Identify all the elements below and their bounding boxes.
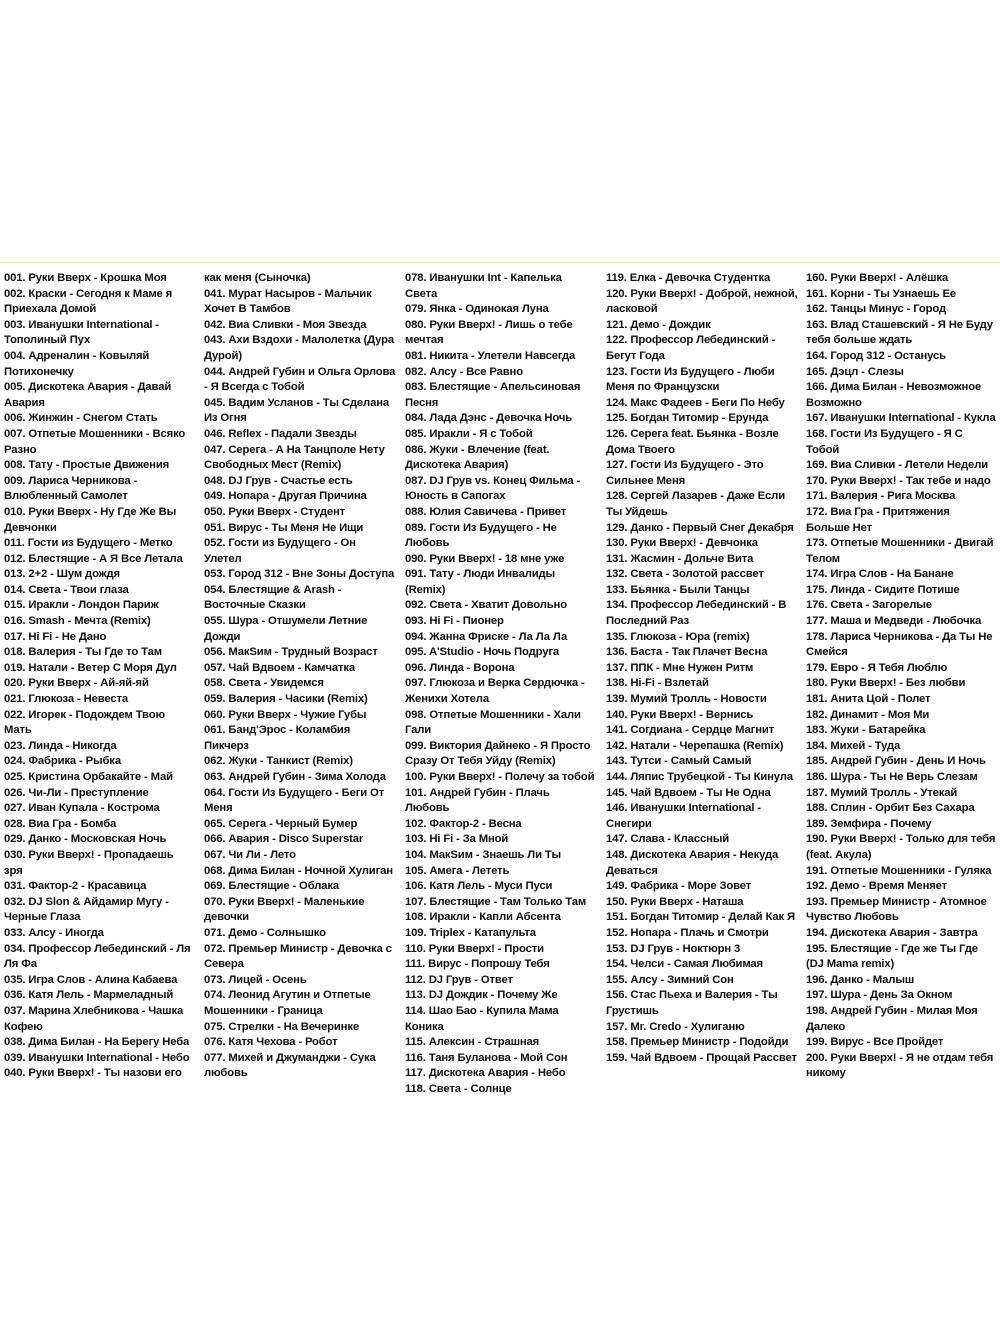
tracklist-sheet [0, 262, 1000, 1095]
track-entry: 198. Андрей Губин - Милая Моя Далеко [806, 1004, 978, 1033]
track-entry: 061. Банд'Эрос - Коламбия Пикчерз [204, 724, 351, 752]
track-entry: 149. Фабрика - Море Зовет [606, 880, 752, 893]
track-entry: 065. Серега - Черный Бумер [204, 817, 358, 830]
track-entry: 200. Руки Вверх! - Я не отдам тебя никому [806, 1051, 994, 1080]
tracklist-column-5 [806, 271, 996, 1082]
track-entry: 118. Света - Солнце [405, 1082, 512, 1095]
track-entry: 195. Блестящие - Где же Ты Где (DJ Mama remix) [806, 942, 978, 971]
track-entry: 183. Жуки - Батарейка [806, 724, 926, 737]
track-entry: 036. Катя Лель - Мармеладный [4, 989, 174, 1002]
track-entry: 026. Чи-Ли - Преступление [4, 786, 149, 799]
track-entry: 140. Руки Вверх! - Вернись [606, 708, 754, 721]
track-entry: 012. Блестящие - А Я Все Летала [4, 552, 183, 565]
track-entry: 054. Блестящие & Arash - Восточные Сказки [204, 583, 342, 612]
track-entry: 162. Танцы Минус - Город [806, 303, 947, 316]
track-entry: 121. Демо - Дождик [606, 318, 711, 331]
track-entry: 137. ППК - Мне Нужен Ритм [606, 661, 754, 674]
track-entry: 027. Иван Купала - Кострома [4, 802, 160, 815]
track-entry: 119. Елка - Девочка Студентка [606, 272, 771, 284]
track-entry: 068. Дима Билан - Ночной Хулиган [204, 864, 393, 877]
track-entry: 179. Евро - Я Тебя Люблю [806, 661, 948, 674]
track-entry: 023. Линда - Никогда [4, 739, 117, 752]
track-entry: 089. Гости Из Будущего - Не Любовь [405, 521, 557, 550]
track-entry: 020. Руки Вверх - Ай-яй-яй [4, 677, 149, 690]
track-entry: 171. Валерия - Рига Москва [806, 490, 956, 503]
track-entry: 045. Вадим Усланов - Ты Сделана Из Огня [204, 396, 390, 425]
track-entry: 057. Чай Вдвоем - Камчатка [204, 661, 356, 674]
track-entry: 053. Город 312 - Вне Зоны Доступа [204, 568, 395, 581]
track-entry: 048. DJ Грув - Счастье есть [204, 474, 353, 487]
track-entry: 066. Авария - Disco Superstar [204, 833, 364, 846]
track-entry: 131. Жасмин - Дольче Вита [606, 552, 754, 565]
track-entry: 008. Тату - Простые Движения [4, 459, 170, 472]
track-entry: 134. Профессор Лебединский - В Последний Раз [606, 599, 787, 628]
track-entry: 122. Профессор Лебединский - Бегут Года [606, 334, 776, 362]
track-entry: 190. Руки Вверх! - Только для тебя (feat. Акула) [806, 833, 996, 861]
track-entry: 014. Света - Твои глаза [4, 583, 129, 596]
track-entry: 098. Отпетые Мошенники - Хали Гали [405, 708, 581, 737]
track-entry: 104. МакSим - Знаешь Ли Ты [405, 848, 561, 861]
track-entry: 126. Серега feat. Бьянка - Возле Дома Твоего [606, 427, 779, 456]
track-entry: 009. Лариса Черникова - Влюбленный Самолет [4, 474, 138, 503]
track-entry: 178. Лариса Черникова - Да Ты Не Смейся [806, 630, 993, 659]
track-entry: 174. Игра Слов - На Банане [806, 568, 954, 581]
track-entry: 038. Дима Билан - На Берегу Неба [4, 1036, 190, 1049]
track-entry: 113. DJ Дождик - Почему Же [405, 989, 558, 1002]
track-entry: 031. Фактор-2 - Красавица [4, 880, 147, 893]
track-entry: 051. Вирус - Ты Меня Не Ищи [204, 521, 364, 534]
track-entry: 186. Шура - Ты Не Верь Слезам [806, 771, 978, 783]
track-entry: 108. Иракли - Капли Абсента [405, 911, 561, 924]
track-entry: 003. Иванушки International - Тополиный Пух [4, 318, 159, 347]
track-entry: 181. Анита Цой - Полет [806, 693, 931, 706]
track-entry: 019. Натали - Ветер С Моря Дул [4, 661, 177, 674]
track-entry: 090. Руки Вверх! - 18 мне уже [405, 552, 565, 565]
track-entry: 155. Алсу - Зимний Сон [606, 973, 734, 986]
track-entry: 167. Иванушки International - Кукла [806, 412, 996, 425]
track-entry: 082. Алсу - Все Равно [405, 365, 523, 378]
track-entry: 164. Город 312 - Останусь [806, 349, 946, 362]
track-entry: 092. Света - Хватит Довольно [405, 599, 567, 612]
track-entry: 136. Баста - Так Плачет Весна [606, 646, 768, 659]
track-entry: 197. Шура - День За Окном [806, 989, 953, 1002]
track-entry: 102. Фактор-2 - Весна [405, 817, 522, 830]
track-entry: 095. A'Studio - Ночь Подруга [405, 646, 560, 659]
track-entry: 086. Жуки - Влечение (feat. Дискотека Авария) [405, 443, 550, 472]
track-entry: 133. Бьянка - Были Танцы [606, 583, 750, 596]
track-entry: 185. Андрей Губин - День И Ночь [806, 755, 986, 768]
track-entry: 145. Чай Вдвоем - Ты Не Одна [606, 786, 771, 799]
track-entry: 191. Отпетые Мошенники - Гуляка [806, 864, 992, 877]
track-entry: 177. Маша и Медведи - Любочка [806, 615, 982, 628]
track-entry: 142. Натали - Черепашка (Remix) [606, 739, 784, 752]
track-entry: 081. Никита - Улетели Навсегда [405, 349, 576, 362]
track-entry: 085. Иракли - Я с Тобой [405, 427, 533, 440]
track-entry: 040. Руки Вверх! - Ты назови его [4, 1067, 182, 1080]
track-entry: 192. Демо - Время Меняет [806, 880, 948, 893]
track-entry: 189. Земфира - Почему [806, 817, 932, 830]
track-entry: 084. Лада Дэнс - Девочка Ночь [405, 412, 573, 425]
track-entry: 101. Андрей Губин - Плачь Любовь [405, 786, 550, 815]
track-entry: 166. Дима Билан - Невозможное Возможно [806, 381, 982, 409]
track-entry: 148. Дискотека Авария - Некуда Деваться [606, 848, 779, 877]
track-entry: 002. Краски - Сегодня к Маме я Приехала Домой [4, 287, 173, 316]
track-entry: 115. Алексин - Страшная [405, 1036, 540, 1049]
track-entry: 005. Дискотека Авария - Давай Авария [4, 381, 172, 409]
track-entry: 001. Руки Вверх - Крошка Моя [4, 272, 167, 284]
track-entry: 107. Блестящие - Там Только Там [405, 895, 587, 908]
track-entry: 147. Слава - Классный [606, 833, 730, 846]
track-entry: 196. Данко - Малыш [806, 973, 915, 986]
track-entry: 055. Шура - Отшумели Летние Дожди [204, 615, 368, 643]
track-entry: 052. Гости из Будущего - Он Улетел [204, 537, 356, 565]
track-entry: 046. Reflex - Падали Звезды [204, 427, 357, 440]
track-entry: 130. Руки Вверх! - Девчонка [606, 537, 758, 550]
track-entry: 146. Иванушки International - Снегири [606, 802, 761, 830]
track-entry: 062. Жуки - Танкист (Remix) [204, 755, 353, 768]
track-entry: 032. DJ Slon & Айдамир Мугу - Черные Глаза [4, 895, 169, 924]
track-entry: 064. Гости Из Будущего - Беги От Меня [204, 786, 385, 815]
track-entry: 124. Макс Фадеев - Беги По Небу [606, 396, 785, 409]
track-entry: 138. Hi-Fi - Взлетай [606, 677, 709, 690]
track-entry: 172. Виа Гра - Притяжения Больше Нет [806, 505, 950, 534]
track-entry: 127. Гости Из Будущего - Это Сильнее Меня [606, 459, 764, 487]
track-entry: 094. Жанна Фриске - Ла Ла Ла [405, 630, 568, 643]
track-entry: 083. Блестящие - Апельсиновая Песня [405, 381, 581, 409]
tracklist-column-4 [606, 271, 798, 1066]
track-entry: 028. Виа Гра - Бомба [4, 817, 117, 830]
track-entry: 182. Динамит - Моя Ми [806, 708, 930, 721]
track-entry: 132. Света - Золотой рассвет [606, 568, 764, 581]
track-entry: 188. Сплин - Орбит Без Сахара [806, 802, 975, 815]
track-entry: 175. Линда - Сидите Потише [806, 583, 960, 596]
track-entry: 153. DJ Грув - Ноктюрн 3 [606, 942, 741, 955]
track-entry: 016. Smash - Мечта (Remix) [4, 615, 151, 628]
track-entry: 060. Руки Вверх - Чужие Губы [204, 708, 367, 721]
track-entry: 070. Руки Вверх! - Маленькие девочки [204, 895, 365, 924]
tracklist-column-1 [4, 271, 194, 1082]
track-entry: 043. Ахи Вздохи - Малолетка (Дура Дурой) [204, 334, 395, 362]
track-entry: 035. Игра Слов - Алина Кабаева [4, 973, 178, 986]
track-entry: 169. Виа Сливки - Летели Недели [806, 459, 989, 472]
track-entry: 157. Mr. Credo - Хулиганю [606, 1020, 745, 1033]
track-entry: 029. Данко - Московская Ночь [4, 833, 167, 846]
track-entry: 144. Ляпис Трубецкой - Ты Кинула [606, 771, 793, 783]
track-entry: 049. Нопара - Другая Причина [204, 490, 367, 503]
track-entry: 158. Премьер Министр - Подойди [606, 1036, 789, 1049]
track-entry: 109. Triplex - Катапульта [405, 926, 536, 939]
track-entry: 161. Корни - Ты Узнаешь Ее [806, 287, 957, 300]
track-entry: 078. Иванушки Int - Капелька Света [405, 272, 562, 300]
track-entry: 150. Руки Вверх - Наташа [606, 895, 744, 908]
track-entry: 099. Виктория Дайнеко - Я Просто Сразу От Тебя Уйду (Remix) [405, 739, 591, 768]
track-entry: 073. Лицей - Осень [204, 973, 307, 986]
track-entry: 074. Леонид Агутин и Отпетые Мошенники - Граница [204, 989, 371, 1017]
track-entry: 173. Отпетые Мошенники - Двигай Телом [806, 537, 994, 565]
track-entry: 024. Фабрика - Рыбка [4, 755, 121, 768]
track-entry: 004. Адреналин - Ковыляй Потихонечку [4, 349, 150, 378]
track-entry: 042. Виа Сливки - Моя Звезда [204, 318, 367, 331]
track-entry: 176. Света - Загорелые [806, 599, 932, 612]
track-entry: 096. Линда - Ворона [405, 661, 515, 674]
track-entry: 120. Руки Вверх! - Доброй, нежной, ласковой [606, 287, 798, 316]
track-entry: 135. Глюкоза - Юра (remix) [606, 630, 750, 643]
track-entry: 007. Отпетые Мошенники - Всяко Разно [4, 427, 186, 456]
track-entry: 143. Тутси - Самый Самый [606, 755, 752, 768]
track-entry: 160. Руки Вверх! - Алёшка [806, 272, 948, 284]
track-entry: 077. Михей и Джуманджи - Сука любовь [204, 1051, 376, 1080]
track-entry: 105. Амега - Лететь [405, 864, 510, 877]
track-entry: как меня (Сыночка) [204, 272, 311, 284]
track-entry: 156. Стас Пьеха и Валерия - Ты Грустишь [606, 989, 778, 1017]
track-entry: 010. Руки Вверх - Ну Где Же Вы Девчонки [4, 505, 177, 534]
track-entry: 129. Данко - Первый Снег Декабря [606, 521, 794, 534]
track-entry: 025. Кристина Орбакайте - Май [4, 771, 173, 783]
track-entry: 041. Мурат Насыров - Мальчик Хочет В Тамбов [204, 287, 372, 316]
track-entry: 194. Дискотека Авария - Завтра [806, 926, 978, 939]
track-entry: 039. Иванушки International - Небо [4, 1051, 190, 1064]
track-entry: 187. Мумий Тролль - Утекай [806, 786, 958, 799]
track-entry: 170. Руки Вверх! - Так тебе и надо [806, 474, 991, 487]
track-entry: 050. Руки Вверх - Студент [204, 505, 346, 518]
track-entry: 088. Юлия Савичева - Привет [405, 505, 567, 518]
track-entry: 100. Руки Вверх! - Полечу за тобой [405, 771, 595, 783]
track-entry: 193. Премьер Министр - Атомное Чувство Любовь [806, 895, 987, 924]
track-entry: 116. Таня Буланова - Мой Сон [405, 1051, 568, 1064]
track-entry: 058. Света - Увидемся [204, 677, 324, 690]
track-entry: 091. Тату - Люди Инвалиды (Remix) [405, 568, 556, 596]
track-entry: 021. Глюкоза - Невеста [4, 693, 129, 706]
track-entry: 013. 2+2 - Шум дождя [4, 568, 121, 581]
track-entry: 097. Глюкоза и Верка Сердючка - Женихи Хотела [405, 677, 585, 706]
track-entry: 018. Валерия - Ты Где то Там [4, 646, 162, 659]
track-entry: 103. Hi Fi - За Мной [405, 833, 509, 846]
tracklist-column-2 [204, 271, 396, 1082]
track-entry: 163. Влад Сташевский - Я Не Буду тебя больше ждать [806, 318, 993, 347]
track-entry: 141. Согдиана - Сердце Магнит [606, 724, 775, 737]
track-entry: 030. Руки Вверх! - Пропадаешь зря [4, 848, 174, 877]
track-entry: 151. Богдан Титомир - Делай Как Я [606, 911, 795, 924]
track-entry: 034. Профессор Лебединский - Ля Ля Фа [4, 942, 191, 971]
track-entry: 125. Богдан Титомир - Ерунда [606, 412, 769, 425]
track-entry: 022. Игорек - Подождем Твою Мать [4, 708, 165, 737]
track-entry: 154. Челси - Самая Любимая [606, 958, 763, 971]
track-entry: 059. Валерия - Часики (Remix) [204, 693, 368, 706]
track-entry: 180. Руки Вверх! - Без любви [806, 677, 966, 690]
track-entry: 110. Руки Вверх! - Прости [405, 942, 544, 955]
track-entry: 087. DJ Грув vs. Конец Фильма - Юность в Сапогах [405, 474, 581, 503]
track-entry: 111. Вирус - Попрошу Тебя [405, 958, 550, 971]
track-entry: 072. Премьер Министр - Девочка с Севера [204, 942, 392, 971]
track-entry: 152. Нопара - Плачь и Смотри [606, 926, 769, 939]
track-entry: 159. Чай Вдвоем - Прощай Рассвет [606, 1051, 797, 1064]
track-entry: 165. Дэцл - Слезы [806, 365, 904, 378]
track-entry: 079. Янка - Одинокая Луна [405, 303, 549, 316]
track-entry: 067. Чи Ли - Лето [204, 848, 296, 861]
track-entry: 093. Hi Fi - Пионер [405, 615, 504, 628]
track-entry: 075. Стрелки - На Вечеринке [204, 1020, 359, 1033]
track-entry: 128. Сергей Лазарев - Даже Если Ты Уйдешь [606, 490, 785, 518]
track-entry: 044. Андрей Губин и Ольга Орлова - Я Всегда с Тобой [204, 365, 396, 394]
track-entry: 011. Гости из Будущего - Метко [4, 537, 173, 550]
track-entry: 076. Катя Чехова - Робот [204, 1036, 338, 1049]
track-entry: 047. Серега - А На Танцполе Нету Свободных Мест (Remix) [204, 443, 385, 472]
track-entry: 184. Михей - Туда [806, 739, 901, 752]
track-entry: 168. Гости Из Будущего - Я С Тобой [806, 427, 963, 456]
track-entry: 106. Катя Лель - Муси Пуси [405, 880, 553, 893]
track-entry: 071. Демо - Солнышко [204, 926, 326, 939]
track-entry: 123. Гости Из Будущего - Люби Меня по Французски [606, 365, 775, 394]
track-entry: 199. Вирус - Все Пройдет [806, 1036, 944, 1049]
track-entry: 033. Алсу - Иногда [4, 926, 104, 939]
track-entry: 017. Hi Fi - Не Дано [4, 630, 107, 643]
track-entry: 112. DJ Грув - Ответ [405, 973, 513, 986]
track-entry: 069. Блестящие - Облака [204, 880, 340, 893]
track-entry: 114. Шао Бао - Купила Мама Коника [405, 1004, 559, 1033]
track-entry: 063. Андрей Губин - Зима Холода [204, 771, 386, 783]
tracklist-column-3 [405, 271, 595, 1097]
track-entry: 139. Мумий Тролль - Новости [606, 693, 767, 706]
track-entry: 080. Руки Вверх! - Лишь о тебе мечтая [405, 318, 573, 347]
track-entry: 037. Марина Хлебникова - Чашка Кофею [4, 1004, 184, 1033]
track-entry: 015. Иракли - Лондон Париж [4, 599, 159, 612]
track-entry: 117. Дискотека Авария - Небо [405, 1067, 566, 1080]
track-entry: 006. Жинжин - Снегом Стать [4, 412, 158, 425]
track-entry: 056. МакSим - Трудный Возраст [204, 646, 378, 659]
